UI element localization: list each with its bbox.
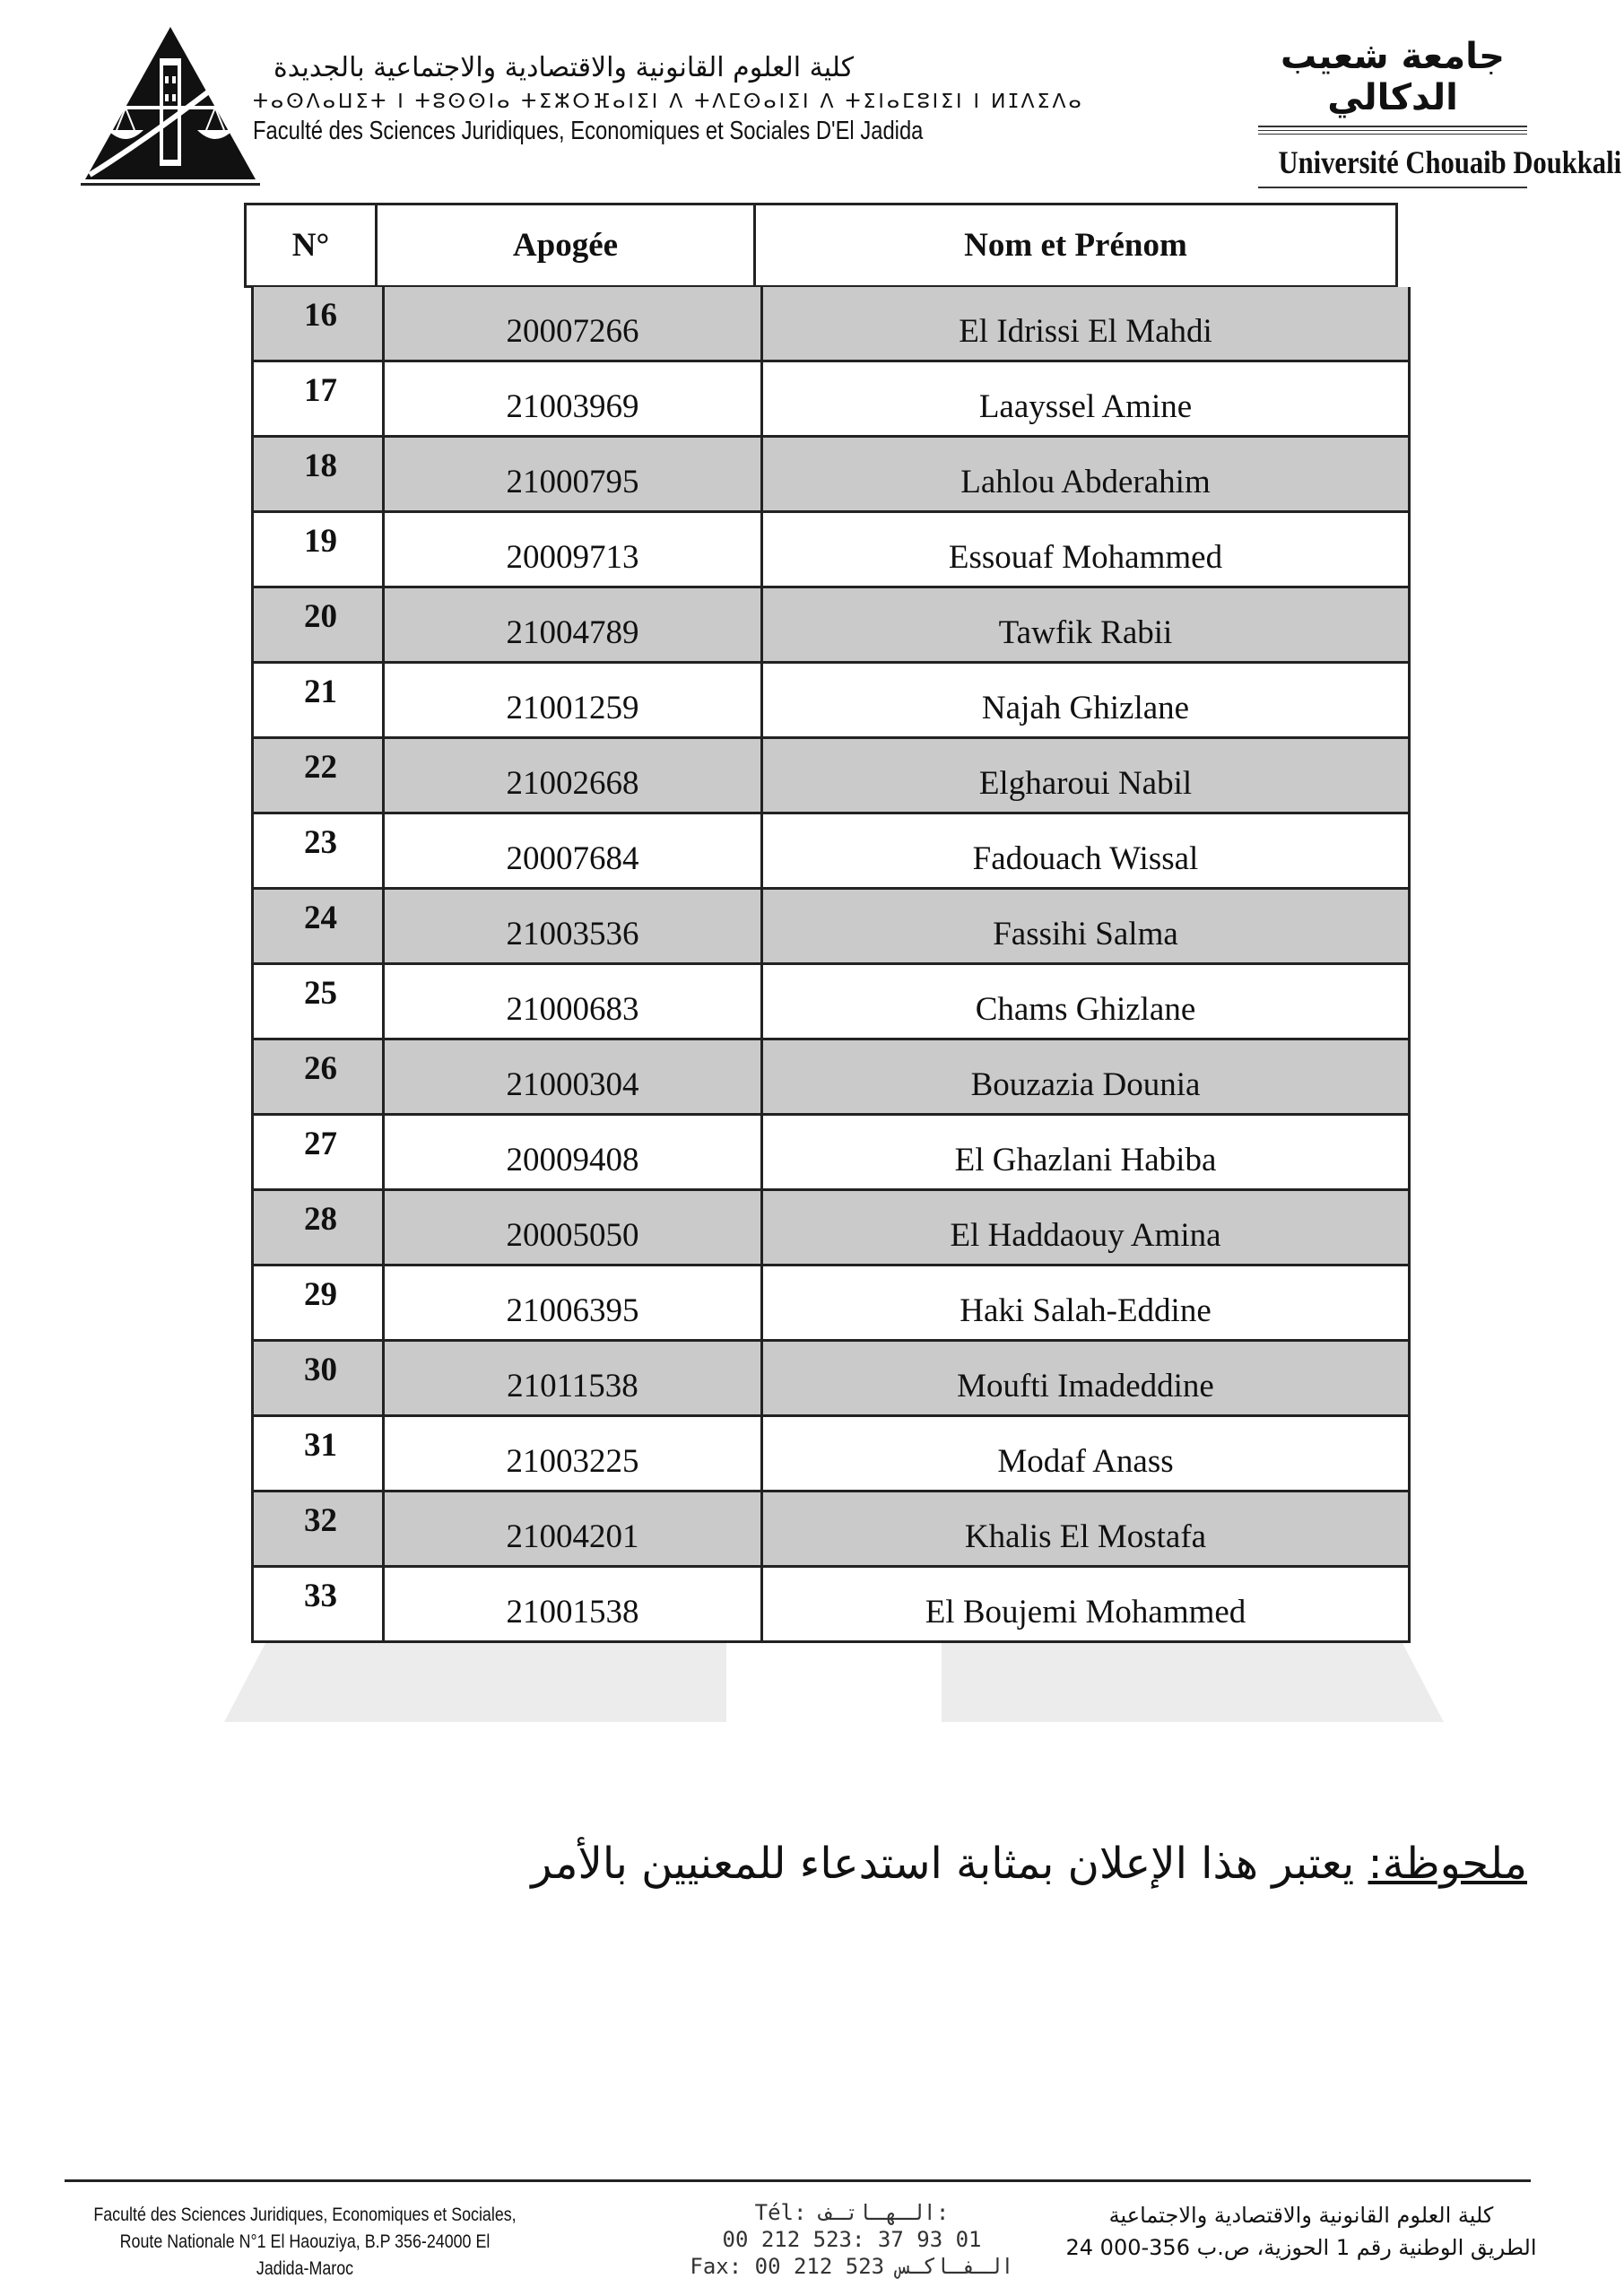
row-number: 29 xyxy=(254,1266,385,1339)
row-name: Moufti Imadeddine xyxy=(957,1368,1214,1405)
university-name-french: Université Chouaib Doukkali xyxy=(1278,144,1622,180)
row-number: 20 xyxy=(254,588,385,661)
table-row xyxy=(254,438,1408,513)
row-apogee: 21004789 xyxy=(385,588,763,661)
row-number: 28 xyxy=(254,1191,385,1264)
table-row xyxy=(254,1040,1408,1116)
row-number: 30 xyxy=(254,1342,385,1414)
table-row xyxy=(254,664,1408,739)
faculty-name-block xyxy=(253,52,1084,146)
table-row xyxy=(254,890,1408,965)
footer-address-french xyxy=(91,2202,518,2283)
row-apogee: 21002668 xyxy=(385,739,763,812)
row-apogee: 21001538 xyxy=(385,1568,763,1640)
table-row xyxy=(254,362,1408,438)
row-apogee: 21006395 xyxy=(385,1266,763,1339)
row-apogee: 21004201 xyxy=(385,1492,763,1565)
row-apogee: 20007266 xyxy=(385,287,763,360)
footer-address-arabic xyxy=(1050,2199,1552,2264)
row-number: 31 xyxy=(254,1417,385,1490)
header-divider xyxy=(81,183,260,186)
table-row xyxy=(254,1568,1408,1643)
table-row xyxy=(254,965,1408,1040)
row-name: Khalis El Mostafa xyxy=(964,1518,1207,1555)
row-apogee: 21000304 xyxy=(385,1040,763,1113)
faculty-name-tifinagh: ⵜⴰⵙⴷⴰⵡⵉⵜ ⵏ ⵜⵓⵙⵙⵏⴰ ⵜⵉⵣⵔⴼⴰⵏⵉⵏ ⴷ ⵜⴷⵎⵙⴰⵏⵉⵏ ⴷ ⵜⵉⵏⴰⵎⵓⵏⵉⵏ ⵏ ⵍⵊⴷⵉⴷⴰ xyxy=(253,91,1084,113)
row-number: 33 xyxy=(254,1568,385,1640)
row-number: 16 xyxy=(254,287,385,360)
row-number: 32 xyxy=(254,1492,385,1565)
page-header xyxy=(0,0,1624,202)
note-label: ملحوظة: xyxy=(1368,1839,1527,1889)
row-apogee: 21001259 xyxy=(385,664,763,736)
footer-tel-label: Tél: الـهـاتـف: xyxy=(754,2200,950,2225)
row-name: El Haddaouy Amina xyxy=(950,1217,1221,1254)
row-apogee: 21011538 xyxy=(385,1342,763,1414)
student-table xyxy=(251,287,1411,1643)
row-name: Lahlou Abderahim xyxy=(960,464,1211,500)
table-row xyxy=(254,588,1408,664)
row-name: Tawfik Rabii xyxy=(998,614,1173,651)
footer-address-line: Route Nationale N°1 El Haouziya, B.P 356-24000 El Jadida-Maroc xyxy=(119,2231,491,2279)
table-row xyxy=(254,513,1408,588)
row-name: Fadouach Wissal xyxy=(972,840,1199,877)
table-row xyxy=(254,1492,1408,1568)
row-name: Chams Ghizlane xyxy=(975,991,1196,1028)
table-row xyxy=(254,1191,1408,1266)
table-row xyxy=(254,814,1408,890)
row-number: 24 xyxy=(254,890,385,962)
faculty-name-french: Faculté des Sciences Juridiques, Economiques et Sociales D'El Jadida xyxy=(253,117,924,145)
row-name: Elgharoui Nabil xyxy=(978,765,1193,802)
footer-divider xyxy=(65,2179,1531,2182)
row-number: 23 xyxy=(254,814,385,887)
university-divider-thin xyxy=(1258,130,1527,131)
table-row xyxy=(254,1266,1408,1342)
row-name: Bouzazia Dounia xyxy=(970,1066,1201,1103)
faculty-name-arabic: كلية العلوم القانونية والاقتصادية والاجتماعية بالجديدة xyxy=(274,52,854,83)
row-apogee: 21003969 xyxy=(385,362,763,435)
footer-address-line: الطريق الوطنية رقم 1 الحوزية، ص.ب 356-000 24 xyxy=(1065,2235,1537,2260)
row-number: 18 xyxy=(254,438,385,510)
column-header-number: N° xyxy=(247,205,378,285)
table-row xyxy=(254,287,1408,362)
row-number: 17 xyxy=(254,362,385,435)
row-number: 27 xyxy=(254,1116,385,1188)
row-apogee: 20009408 xyxy=(385,1116,763,1188)
announcement-note xyxy=(531,1839,1527,1889)
row-name: El Boujemi Mohammed xyxy=(925,1594,1246,1631)
footer-contact xyxy=(682,2199,1022,2280)
row-number: 26 xyxy=(254,1040,385,1113)
row-apogee: 20005050 xyxy=(385,1191,763,1264)
university-name-block xyxy=(1258,36,1622,191)
note-text: يعتبر هذا الإعلان بمثابة استدعاء للمعنيين بالأمر xyxy=(531,1839,1368,1889)
footer-address-line: Faculté des Sciences Juridiques, Economiques et Sociales, xyxy=(93,2205,517,2225)
footer-tel-number: 00 212 523: 37 93 01 xyxy=(722,2227,982,2252)
table-row xyxy=(254,1417,1408,1492)
row-apogee: 21000795 xyxy=(385,438,763,510)
university-name-arabic: جامعة شعيب الدكالي xyxy=(1281,36,1505,118)
row-name: Najah Ghizlane xyxy=(981,690,1190,726)
table-row xyxy=(254,1116,1408,1191)
university-underline xyxy=(1258,187,1527,188)
row-name: Laayssel Amine xyxy=(978,388,1193,425)
row-apogee: 20007684 xyxy=(385,814,763,887)
row-apogee: 21003536 xyxy=(385,890,763,962)
university-divider xyxy=(1258,126,1527,127)
row-number: 19 xyxy=(254,513,385,586)
footer-fax: Fax: 00 212 523 الـفـاكـس xyxy=(690,2254,1014,2279)
column-header-apogee: Apogée xyxy=(378,205,756,285)
row-name: Haki Salah-Eddine xyxy=(960,1292,1211,1329)
row-number: 22 xyxy=(254,739,385,812)
row-name: Fassihi Salma xyxy=(993,916,1178,952)
faculty-logo xyxy=(81,22,260,184)
row-name: El Ghazlani Habiba xyxy=(954,1142,1217,1178)
table-row xyxy=(254,739,1408,814)
row-apogee: 21003225 xyxy=(385,1417,763,1490)
university-divider-thin xyxy=(1258,134,1527,135)
row-number: 21 xyxy=(254,664,385,736)
row-name: El Idrissi El Mahdi xyxy=(959,313,1212,350)
row-apogee: 20009713 xyxy=(385,513,763,586)
row-apogee: 21000683 xyxy=(385,965,763,1038)
row-number: 25 xyxy=(254,965,385,1038)
table-row xyxy=(254,1342,1408,1417)
table-header xyxy=(244,203,1398,288)
column-header-name: Nom et Prénom xyxy=(964,227,1187,264)
footer-address-line: كلية العلوم القانونية والاقتصادية والاجتماعية xyxy=(1108,2203,1494,2228)
row-name: Modaf Anass xyxy=(997,1443,1174,1480)
row-name: Essouaf Mohammed xyxy=(948,539,1223,576)
